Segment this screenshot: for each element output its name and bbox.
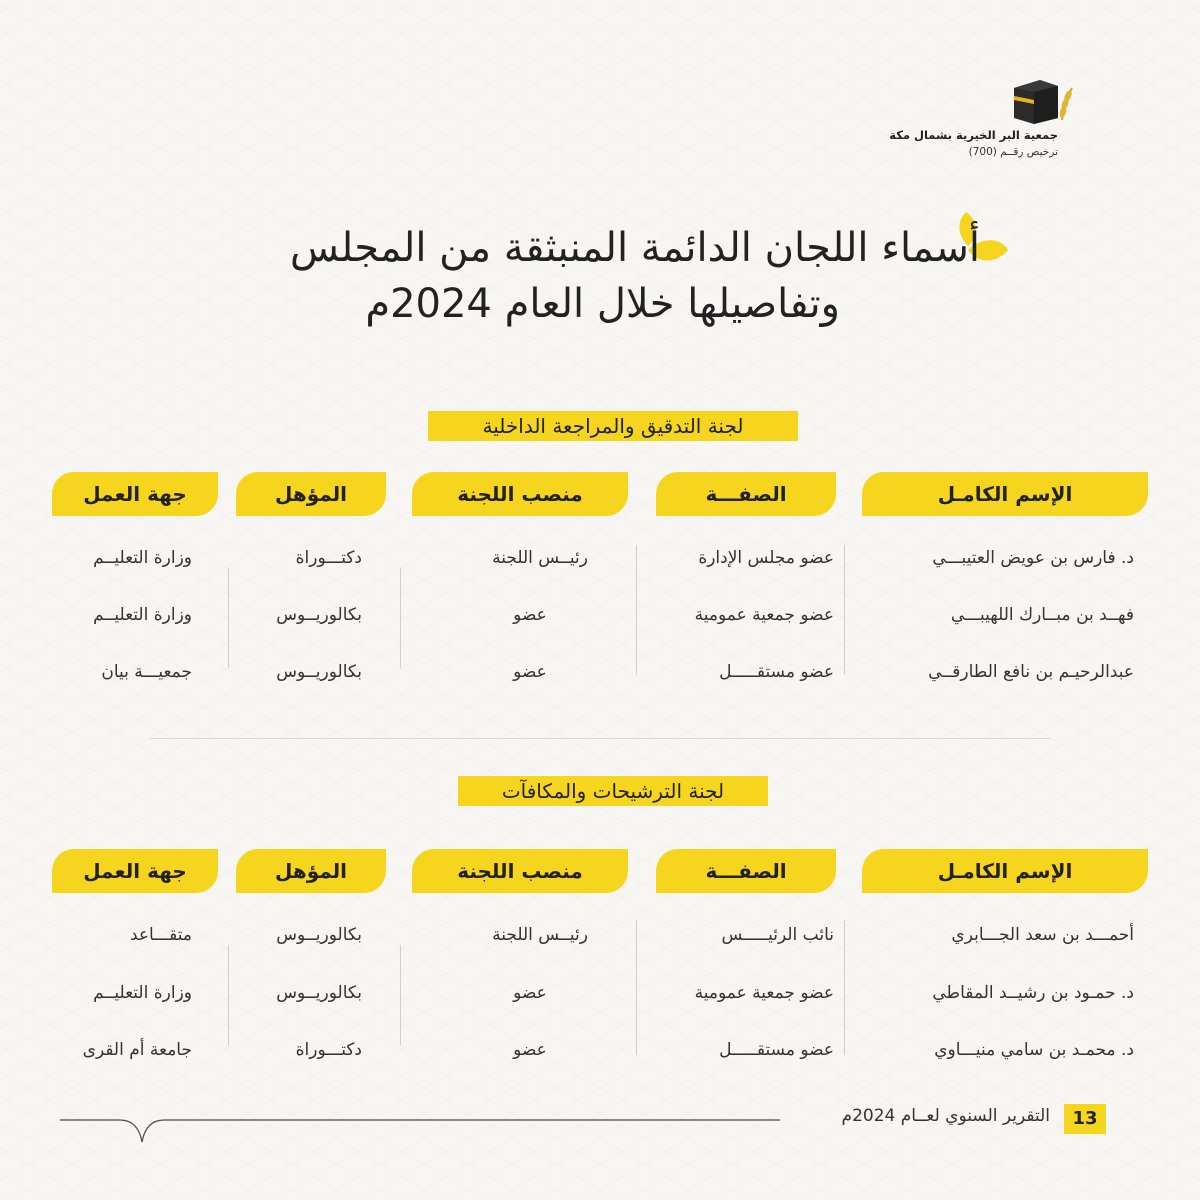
footer-line-decoration xyxy=(60,1100,780,1160)
organization-name: جمعية البر الخيرية بشمال مكة xyxy=(889,128,1058,142)
column-divider xyxy=(228,945,229,1045)
member-name: د. حمـود بن رشيــد المقاطي xyxy=(932,983,1134,1003)
member-capacity: عضو جمعية عمومية xyxy=(694,983,834,1003)
member-name: د. محمـد بن سامي منيـــاوي xyxy=(934,1040,1134,1060)
member-position: رئيــس اللجنة xyxy=(492,548,588,568)
member-name: أحمـــد بن سعد الجـــابري xyxy=(951,925,1134,945)
member-capacity: نائب الرئيـــــس xyxy=(721,925,834,945)
column-header-full-name: الإسم الكامـل xyxy=(862,849,1148,893)
column-divider xyxy=(400,945,401,1045)
column-header-capacity: الصفـــة xyxy=(656,849,836,893)
column-divider xyxy=(228,568,229,668)
member-qualification: بكالوريــوس xyxy=(276,605,362,625)
member-capacity: عضو مجلس الإدارة xyxy=(698,548,834,568)
column-header-qualification: المؤهل xyxy=(236,849,386,893)
member-capacity: عضو جمعية عمومية xyxy=(694,605,834,625)
member-qualification: بكالوريــوس xyxy=(276,983,362,1003)
member-qualification: دكتـــوراة xyxy=(295,548,362,568)
member-capacity: عضو مستقـــــل xyxy=(719,662,834,682)
member-employer: جمعيـــة بيان xyxy=(101,662,192,682)
column-header-employer: جهة العمل xyxy=(52,849,218,893)
committee-nominations-title: لجنة الترشيحات والمكافآت xyxy=(458,776,768,806)
member-name: د. فارس بن عويض العتيبـــي xyxy=(932,548,1134,568)
member-position: عضو xyxy=(513,983,547,1003)
footer-report-title: التقرير السنوي لعــام 2024م xyxy=(841,1106,1050,1126)
page-title-line2: وتفاصيلها خلال العام 2024م xyxy=(365,281,840,327)
member-name: فهــد بن مبــارك اللهيبـــي xyxy=(950,605,1134,625)
column-header-full-name: الإسم الكامـل xyxy=(862,472,1148,516)
organization-logo xyxy=(889,70,1128,170)
committee-audit-title: لجنة التدقيق والمراجعة الداخلية xyxy=(428,411,798,441)
member-position: عضو xyxy=(513,605,547,625)
member-qualification: دكتـــوراة xyxy=(295,1040,362,1060)
column-divider xyxy=(636,920,637,1055)
column-header-committee-position: منصب اللجنة xyxy=(412,849,628,893)
column-header-employer: جهة العمل xyxy=(52,472,218,516)
column-divider xyxy=(636,545,637,675)
member-position: عضو xyxy=(513,1040,547,1060)
member-employer: وزارة التعليــم xyxy=(93,605,192,625)
member-position: رئيــس اللجنة xyxy=(492,925,588,945)
member-employer: وزارة التعليــم xyxy=(93,983,192,1003)
member-capacity: عضو مستقـــــل xyxy=(719,1040,834,1060)
member-employer: متقـــاعد xyxy=(129,925,192,945)
license-number: ترخيص رقــم (700) xyxy=(968,146,1058,158)
column-divider xyxy=(400,568,401,668)
column-divider xyxy=(844,920,845,1055)
column-header-committee-position: منصب اللجنة xyxy=(412,472,628,516)
column-header-capacity: الصفـــة xyxy=(656,472,836,516)
member-employer: وزارة التعليــم xyxy=(93,548,192,568)
member-name: عبدالرحيـم بن نافع الطارقــي xyxy=(928,662,1134,682)
column-divider xyxy=(844,545,845,675)
member-position: عضو xyxy=(513,662,547,682)
kaaba-logo-icon xyxy=(1006,70,1076,126)
column-header-qualification: المؤهل xyxy=(236,472,386,516)
member-qualification: بكالوريــوس xyxy=(276,925,362,945)
page-title-line1: أسماء اللجان الدائمة المنبثقة من المجلس xyxy=(289,225,980,271)
page-number: 13 xyxy=(1064,1104,1106,1134)
member-qualification: بكالوريــوس xyxy=(276,662,362,682)
section-divider xyxy=(150,738,1050,739)
member-employer: جامعة أم القرى xyxy=(82,1040,192,1060)
page-title xyxy=(170,220,1010,332)
